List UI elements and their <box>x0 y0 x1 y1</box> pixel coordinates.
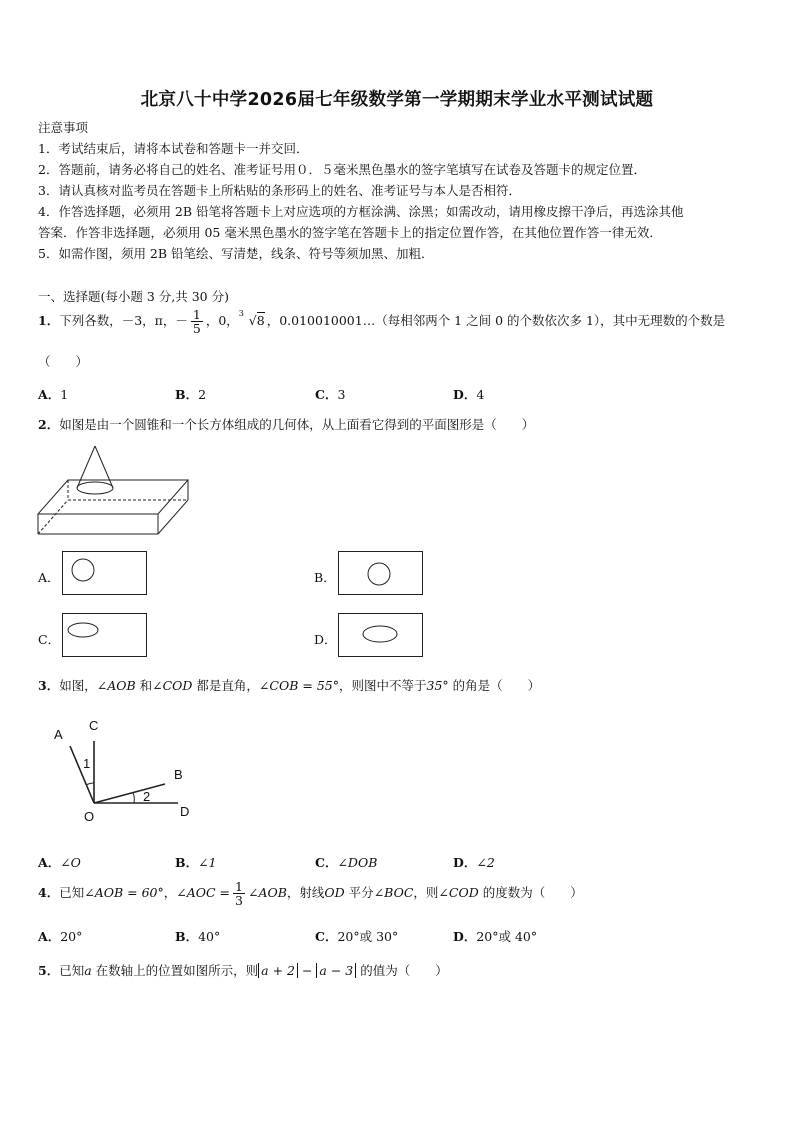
question-text: 都是直角， <box>192 678 259 693</box>
option-a[interactable] <box>38 853 81 871</box>
radicand: 8 <box>256 313 265 328</box>
question-text: ，则图中不等于 <box>339 678 427 693</box>
math-variable: a <box>84 963 92 978</box>
option-label: C． <box>315 387 338 402</box>
question-text: 和 <box>135 678 153 693</box>
question-text: 下列各数，－3，π，－ <box>59 313 188 328</box>
option-label: B． <box>175 387 199 402</box>
question-text: 如图， <box>59 678 97 693</box>
option-a-figure[interactable] <box>62 551 147 595</box>
fraction-denominator: 5 <box>192 321 201 336</box>
option-label: B． <box>175 855 199 870</box>
fraction-denominator: 3 <box>235 893 243 908</box>
question-text: 已知 <box>59 963 85 978</box>
option-label: A． <box>38 387 61 402</box>
ellipse-icon <box>339 614 422 656</box>
math-ray: OD <box>324 885 345 900</box>
option-d[interactable] <box>453 853 495 871</box>
notes-item: 答案．作答非选择题，必须用 05 毫米黑色墨水的签字笔在答题卡上的指定位置作答，在其他位置作答一律无效． <box>38 225 662 240</box>
option-label: B． <box>314 570 336 585</box>
option-label: A． <box>38 855 61 870</box>
question-text: 的角是（ ） <box>448 678 541 693</box>
option-text: 1 <box>60 387 69 402</box>
section-heading: 一、选择题(每小题 3 分,共 30 分) <box>38 289 229 304</box>
ellipse-icon <box>63 614 146 656</box>
option-text: ∠1 <box>198 855 217 870</box>
math-equation: ∠AOC = <box>176 885 231 900</box>
question-number: 1． <box>38 313 60 328</box>
math-angle: ∠BOC <box>373 885 414 900</box>
math-angle: ∠AOB <box>96 678 136 693</box>
option-text: 20°或 30° <box>337 929 399 944</box>
question-text: ，0.010010001…（每相邻两个 1 之间 0 的个数依次多 1），其中无理数的个数是 <box>266 313 726 328</box>
math-equation: ∠COB = 55° <box>258 678 339 693</box>
option-b-figure[interactable] <box>338 551 423 595</box>
option-b[interactable] <box>175 385 206 403</box>
option-text: 20° <box>60 929 83 944</box>
fraction-numerator: 1 <box>235 879 243 894</box>
fraction <box>191 308 203 335</box>
label-d: D <box>180 804 190 819</box>
option-text: 2 <box>198 387 207 402</box>
question-text: ，射线 <box>286 885 325 900</box>
question-text: 在数轴上的位置如图所示，则 <box>91 963 259 978</box>
option-b[interactable] <box>175 927 220 945</box>
fraction <box>233 880 245 907</box>
math-angle: ∠COD <box>438 885 479 900</box>
absolute-value: a + 2 <box>258 963 298 978</box>
label-angle-1: 1 <box>83 756 91 771</box>
option-c-figure[interactable] <box>62 613 147 657</box>
option-label: A． <box>38 570 60 585</box>
question-number: 4． <box>38 885 60 900</box>
root-index: 3 <box>238 309 244 318</box>
option-text: ∠DOB <box>337 855 378 870</box>
math-operator: − <box>297 963 317 978</box>
question-text: 平分 <box>344 885 374 900</box>
question-number: 2． <box>38 417 60 432</box>
notes-block <box>38 117 760 264</box>
option-c[interactable] <box>315 385 345 403</box>
notes-item: 1．考试结束后，请将本试卷和答题卡一并交回． <box>38 141 309 156</box>
math-degree: 35° <box>426 678 449 693</box>
option-label: D． <box>453 387 477 402</box>
notes-heading: 注意事项 <box>38 120 89 135</box>
absolute-value: a − 3 <box>316 963 356 978</box>
question-text: 的值为（ ） <box>356 963 448 978</box>
option-label: C． <box>38 632 61 647</box>
option-label: C． <box>315 855 338 870</box>
cube-root <box>238 309 265 328</box>
option-b[interactable] <box>175 853 217 871</box>
option-c[interactable] <box>315 853 377 871</box>
option-text: ∠2 <box>476 855 495 870</box>
option-text: 4 <box>476 387 485 402</box>
cuboid-top-face <box>38 480 188 514</box>
question-text: ， <box>163 885 177 900</box>
answer-blank: （ ） <box>38 354 89 369</box>
fraction-numerator: 1 <box>192 307 201 322</box>
question-text: 如图是由一个圆锥和一个长方体组成的几何体，从上面看它得到的平面图形是（ ） <box>59 417 535 432</box>
label-angle-2: 2 <box>143 789 151 804</box>
question-text: 的度数为（ ） <box>478 885 583 900</box>
page-title: 北京八十中学2026届七年级数学第一学期期末学业水平测试试题 <box>140 90 654 110</box>
cone-base <box>77 482 113 494</box>
question-2 <box>38 415 534 433</box>
question-text: 已知 <box>59 885 85 900</box>
question-5 <box>38 961 448 979</box>
notes-item: 2．答题前，请务必将自己的姓名、准考证号用０．５毫米黑色墨水的签字笔填写在试卷及答题卡的规定位置． <box>38 162 646 177</box>
option-text: 3 <box>337 387 346 402</box>
question-text: ，0， <box>205 313 239 328</box>
notes-item: 4．作答选择题，必须用 2B 铅笔将答题卡上对应选项的方框涂满、涂黑；如需改动，请用橡皮擦干净后，再选涂其他 <box>38 204 684 219</box>
notes-item: 3．请认真核对监考员在答题卡上所粘贴的条形码上的姓名、准考证号与本人是否相符． <box>38 183 521 198</box>
option-label: D． <box>453 929 477 944</box>
label-a: A <box>54 727 63 742</box>
angle-figure <box>50 714 200 824</box>
option-a[interactable] <box>38 927 82 945</box>
notes-item: 5．如需作图，须用 2B 铅笔绘、写清楚，线条、符号等须加黑、加粗． <box>38 246 434 261</box>
question-3 <box>38 676 540 694</box>
label-o: O <box>84 809 95 824</box>
circle-icon <box>339 552 422 594</box>
option-text: ∠O <box>60 855 81 870</box>
option-text: 40° <box>198 929 221 944</box>
option-c[interactable] <box>315 927 398 945</box>
radical-sign-icon: √ <box>248 313 257 328</box>
option-d[interactable] <box>453 385 484 403</box>
option-text: 20°或 40° <box>476 929 538 944</box>
math-equation: ∠AOB = 60° <box>84 885 164 900</box>
cone-cuboid-figure <box>36 444 192 538</box>
question-number: 5． <box>38 963 60 978</box>
label-b: B <box>174 767 183 782</box>
label-c: C <box>89 718 99 733</box>
question-1 <box>38 308 725 335</box>
option-d-figure[interactable] <box>338 613 423 657</box>
circle-icon <box>63 552 146 594</box>
option-label: B． <box>175 929 199 944</box>
question-4 <box>38 880 583 907</box>
option-label: C． <box>315 929 338 944</box>
option-d[interactable] <box>453 927 537 945</box>
question-text: ，则 <box>413 885 439 900</box>
option-label: D． <box>314 632 337 647</box>
option-label: D． <box>453 855 477 870</box>
math-angle: ∠COD <box>152 678 193 693</box>
option-label: A． <box>38 929 61 944</box>
question-number: 3． <box>38 678 60 693</box>
option-a[interactable] <box>38 385 68 403</box>
math-angle: ∠AOB <box>247 885 287 900</box>
